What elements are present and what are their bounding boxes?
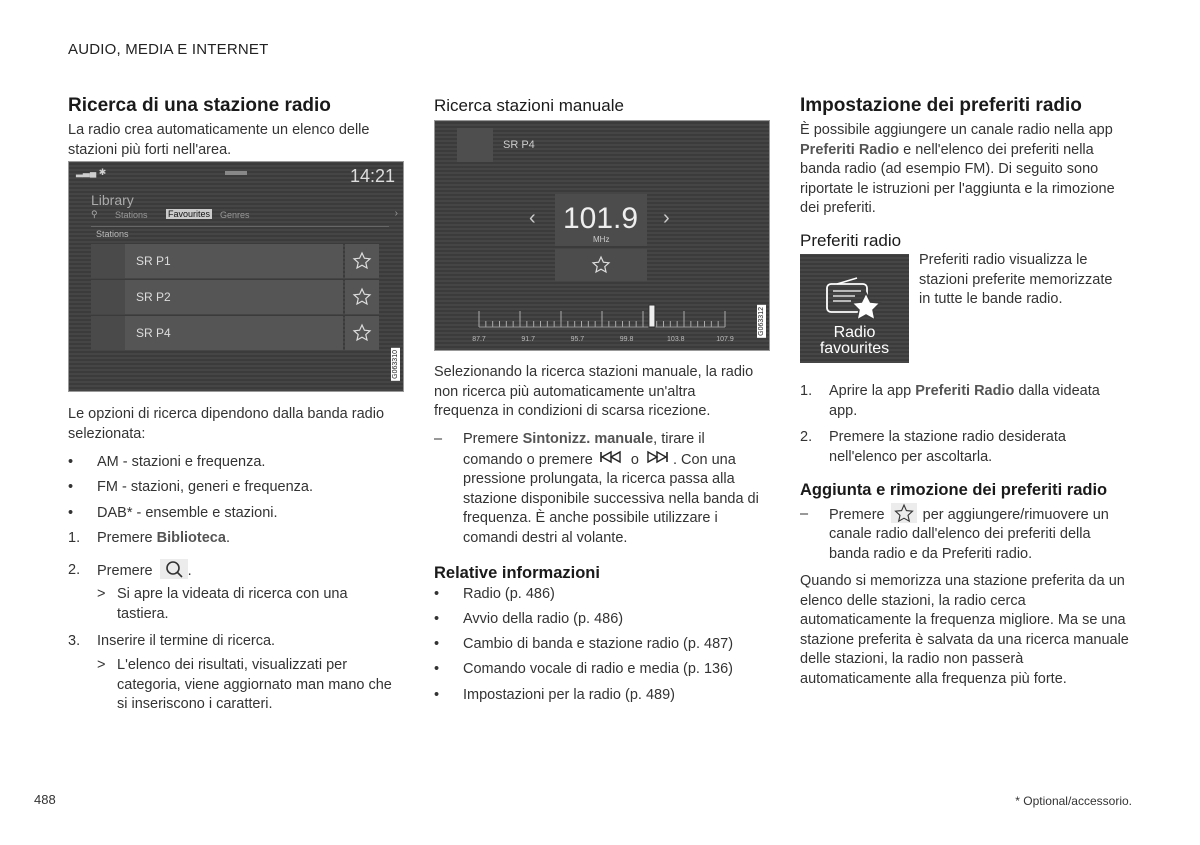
step-2-result: > Si apre la videata di ricerca con una tastiera. (97, 586, 348, 622)
scale-label: 91.7 (521, 336, 536, 343)
station-label: SR P1 (136, 254, 171, 268)
radio-favourites-app-tile[interactable] (800, 254, 909, 363)
clock: 14:21 (349, 166, 395, 186)
app-tile-label-1: Radio (833, 324, 876, 341)
step-1: 1. Aprire la app Preferiti Radio dalla videata app. (800, 383, 1100, 419)
subsection-title: Preferiti radio (800, 231, 902, 250)
related-link[interactable]: • Comando vocale di radio e media (p. 136) (434, 661, 734, 677)
scale-label: 103.8 (667, 336, 685, 343)
station-label: SR P4 (136, 326, 171, 340)
scale-label: 99.8 (619, 336, 634, 343)
preferiti-radio-link: Preferiti Radio (915, 383, 1015, 399)
app-description: Preferiti radio visualizza le stazioni preferite memorizzate in tutte le bande radio. (919, 252, 1113, 307)
station-thumbnail (91, 280, 125, 314)
tab-genres[interactable]: Genres (220, 210, 250, 220)
related-link[interactable]: • Avvio della radio (p. 486) (434, 611, 624, 627)
station-thumbnail (457, 128, 493, 162)
list-header: Stations (96, 229, 129, 239)
section-title: Ricerca di una stazione radio (68, 95, 331, 116)
favourite-star-button[interactable] (345, 316, 379, 350)
station-row[interactable] (91, 316, 343, 350)
scale-label: 107.9 (716, 336, 734, 343)
instruction-item: – Premere Sintonizz. manuale, tirare il comando o premere o . Con una pressione prolungata, la ricerca passa alla stazione disponibile successiva nella banda di frequenza. È anche possibile utilizzare i comandi destri al volante. (434, 431, 759, 546)
frequency-value: 101.9 (563, 202, 639, 235)
signal-icon: ▂▃▄ ✱ (76, 167, 107, 177)
preferiti-radio-link: Preferiti Radio (800, 141, 900, 158)
library-screen-figure (68, 161, 404, 392)
biblioteca-link: Biblioteca (156, 530, 226, 546)
library-title: Library (91, 192, 134, 208)
frequency-unit: MHz (593, 235, 610, 244)
step-3: 3. Inserire il termine di ricerca. (68, 633, 276, 649)
search-icon (160, 559, 188, 579)
station-name: SR P4 (503, 139, 535, 151)
step-2: 2. Premere . (68, 561, 398, 581)
figure-code: G063312 (758, 307, 765, 336)
scale-label: 95.7 (570, 336, 585, 343)
section-title: Ricerca stazioni manuale (434, 96, 624, 115)
sintonizz-manuale-link: Sintonizz. manuale (522, 431, 654, 447)
step-3-result: > L'elenco dei risultati, visualizzati per categoria, viene aggiornato man mano che si inseriscono i caratteri. (97, 657, 392, 712)
chevron-right-icon[interactable]: › (663, 207, 670, 229)
drag-handle-icon (225, 171, 247, 175)
chevron-right-icon[interactable]: › (394, 208, 398, 219)
note-text: Quando si memorizza una stazione preferita da un elenco delle stazioni, la radio cerca automaticamente la frequenza migliore. Ma se una stazione preferita è salvata da una ricerca manuale delle stazioni, la radio non passerà automaticamente alla frequenza più forte. (800, 573, 1129, 687)
favourite-star-button[interactable] (555, 249, 647, 281)
related-link[interactable]: • Impostazioni per la radio (p. 489) (434, 687, 675, 703)
list-item: • DAB* - ensemble e stazioni. (68, 505, 278, 521)
station-thumbnail (91, 244, 125, 278)
scale-label: 87.7 (472, 336, 486, 343)
frequency-display (555, 194, 647, 246)
related-link[interactable]: • Cambio di banda e stazione radio (p. 487) (434, 636, 734, 652)
favourite-star-button[interactable] (345, 244, 379, 278)
star-icon (345, 244, 379, 278)
station-row[interactable] (91, 244, 343, 278)
search-icon[interactable]: ⚲ (91, 209, 98, 219)
options-text: Le opzioni di ricerca dipendono dalla banda radio selezionata: (68, 406, 385, 442)
step-1: 1. Premere Biblioteca. (68, 530, 230, 546)
section-title: Impostazione dei preferiti radio (800, 95, 1082, 116)
instruction-item: – Premere per aggiungere/rimuovere un canale radio dall'elenco dei preferiti della banda radio e da Preferiti radio. (800, 505, 1130, 564)
section-label: AUDIO, MEDIA E INTERNET (68, 41, 269, 58)
page-number: 488 (34, 792, 56, 807)
station-row[interactable] (91, 280, 343, 314)
frequency-scale[interactable] (435, 297, 769, 347)
list-item: • AM - stazioni e frequenza. (68, 454, 266, 470)
app-tile-label-2: favourites (819, 340, 890, 357)
tab-stations[interactable]: Stations (115, 210, 148, 220)
frequency-indicator[interactable] (649, 305, 655, 327)
radio-star-icon (825, 276, 885, 322)
skip-forward-icon (645, 450, 671, 471)
list-item: • FM - stazioni, generi e frequenza. (68, 479, 313, 495)
related-title: Relative informazioni (434, 564, 600, 582)
chevron-left-icon[interactable]: ‹ (529, 207, 536, 229)
intro-text: È possibile aggiungere un canale radio nella app Preferiti Radio e nell'elenco dei preferiti nella banda radio (ad esempio FM). Di seguito sono riportate le istruzioni per l'aggiunta e la rimozione dei preferiti. (800, 122, 1115, 216)
manual-search-text: Selezionando la ricerca stazioni manuale, la radio non ricerca più automaticamente un'altra frequenza in condizioni di scarsa ricezione. (434, 364, 754, 419)
skip-back-icon (599, 450, 625, 471)
station-label: SR P2 (136, 290, 171, 304)
intro-text: La radio crea automaticamente un elenco delle stazioni più forti nell'area. (68, 122, 370, 158)
star-icon (555, 249, 647, 281)
star-icon (345, 316, 379, 350)
step-2: 2. Premere la stazione radio desiderata nell'elenco per ascoltarla. (800, 429, 1066, 465)
star-icon (891, 503, 917, 523)
favourite-star-button[interactable] (345, 280, 379, 314)
figure-code: G063310 (392, 350, 399, 379)
subsection-title: Aggiunta e rimozione dei preferiti radio (800, 481, 1108, 499)
station-thumbnail (91, 316, 125, 350)
manual-tuning-screen-figure (434, 120, 770, 351)
footnote: * Optional/accessorio. (1015, 794, 1132, 808)
divider (91, 226, 389, 227)
star-icon (345, 280, 379, 314)
tab-favourites[interactable]: Favourites (168, 209, 211, 219)
related-link[interactable]: • Radio (p. 486) (434, 586, 555, 602)
